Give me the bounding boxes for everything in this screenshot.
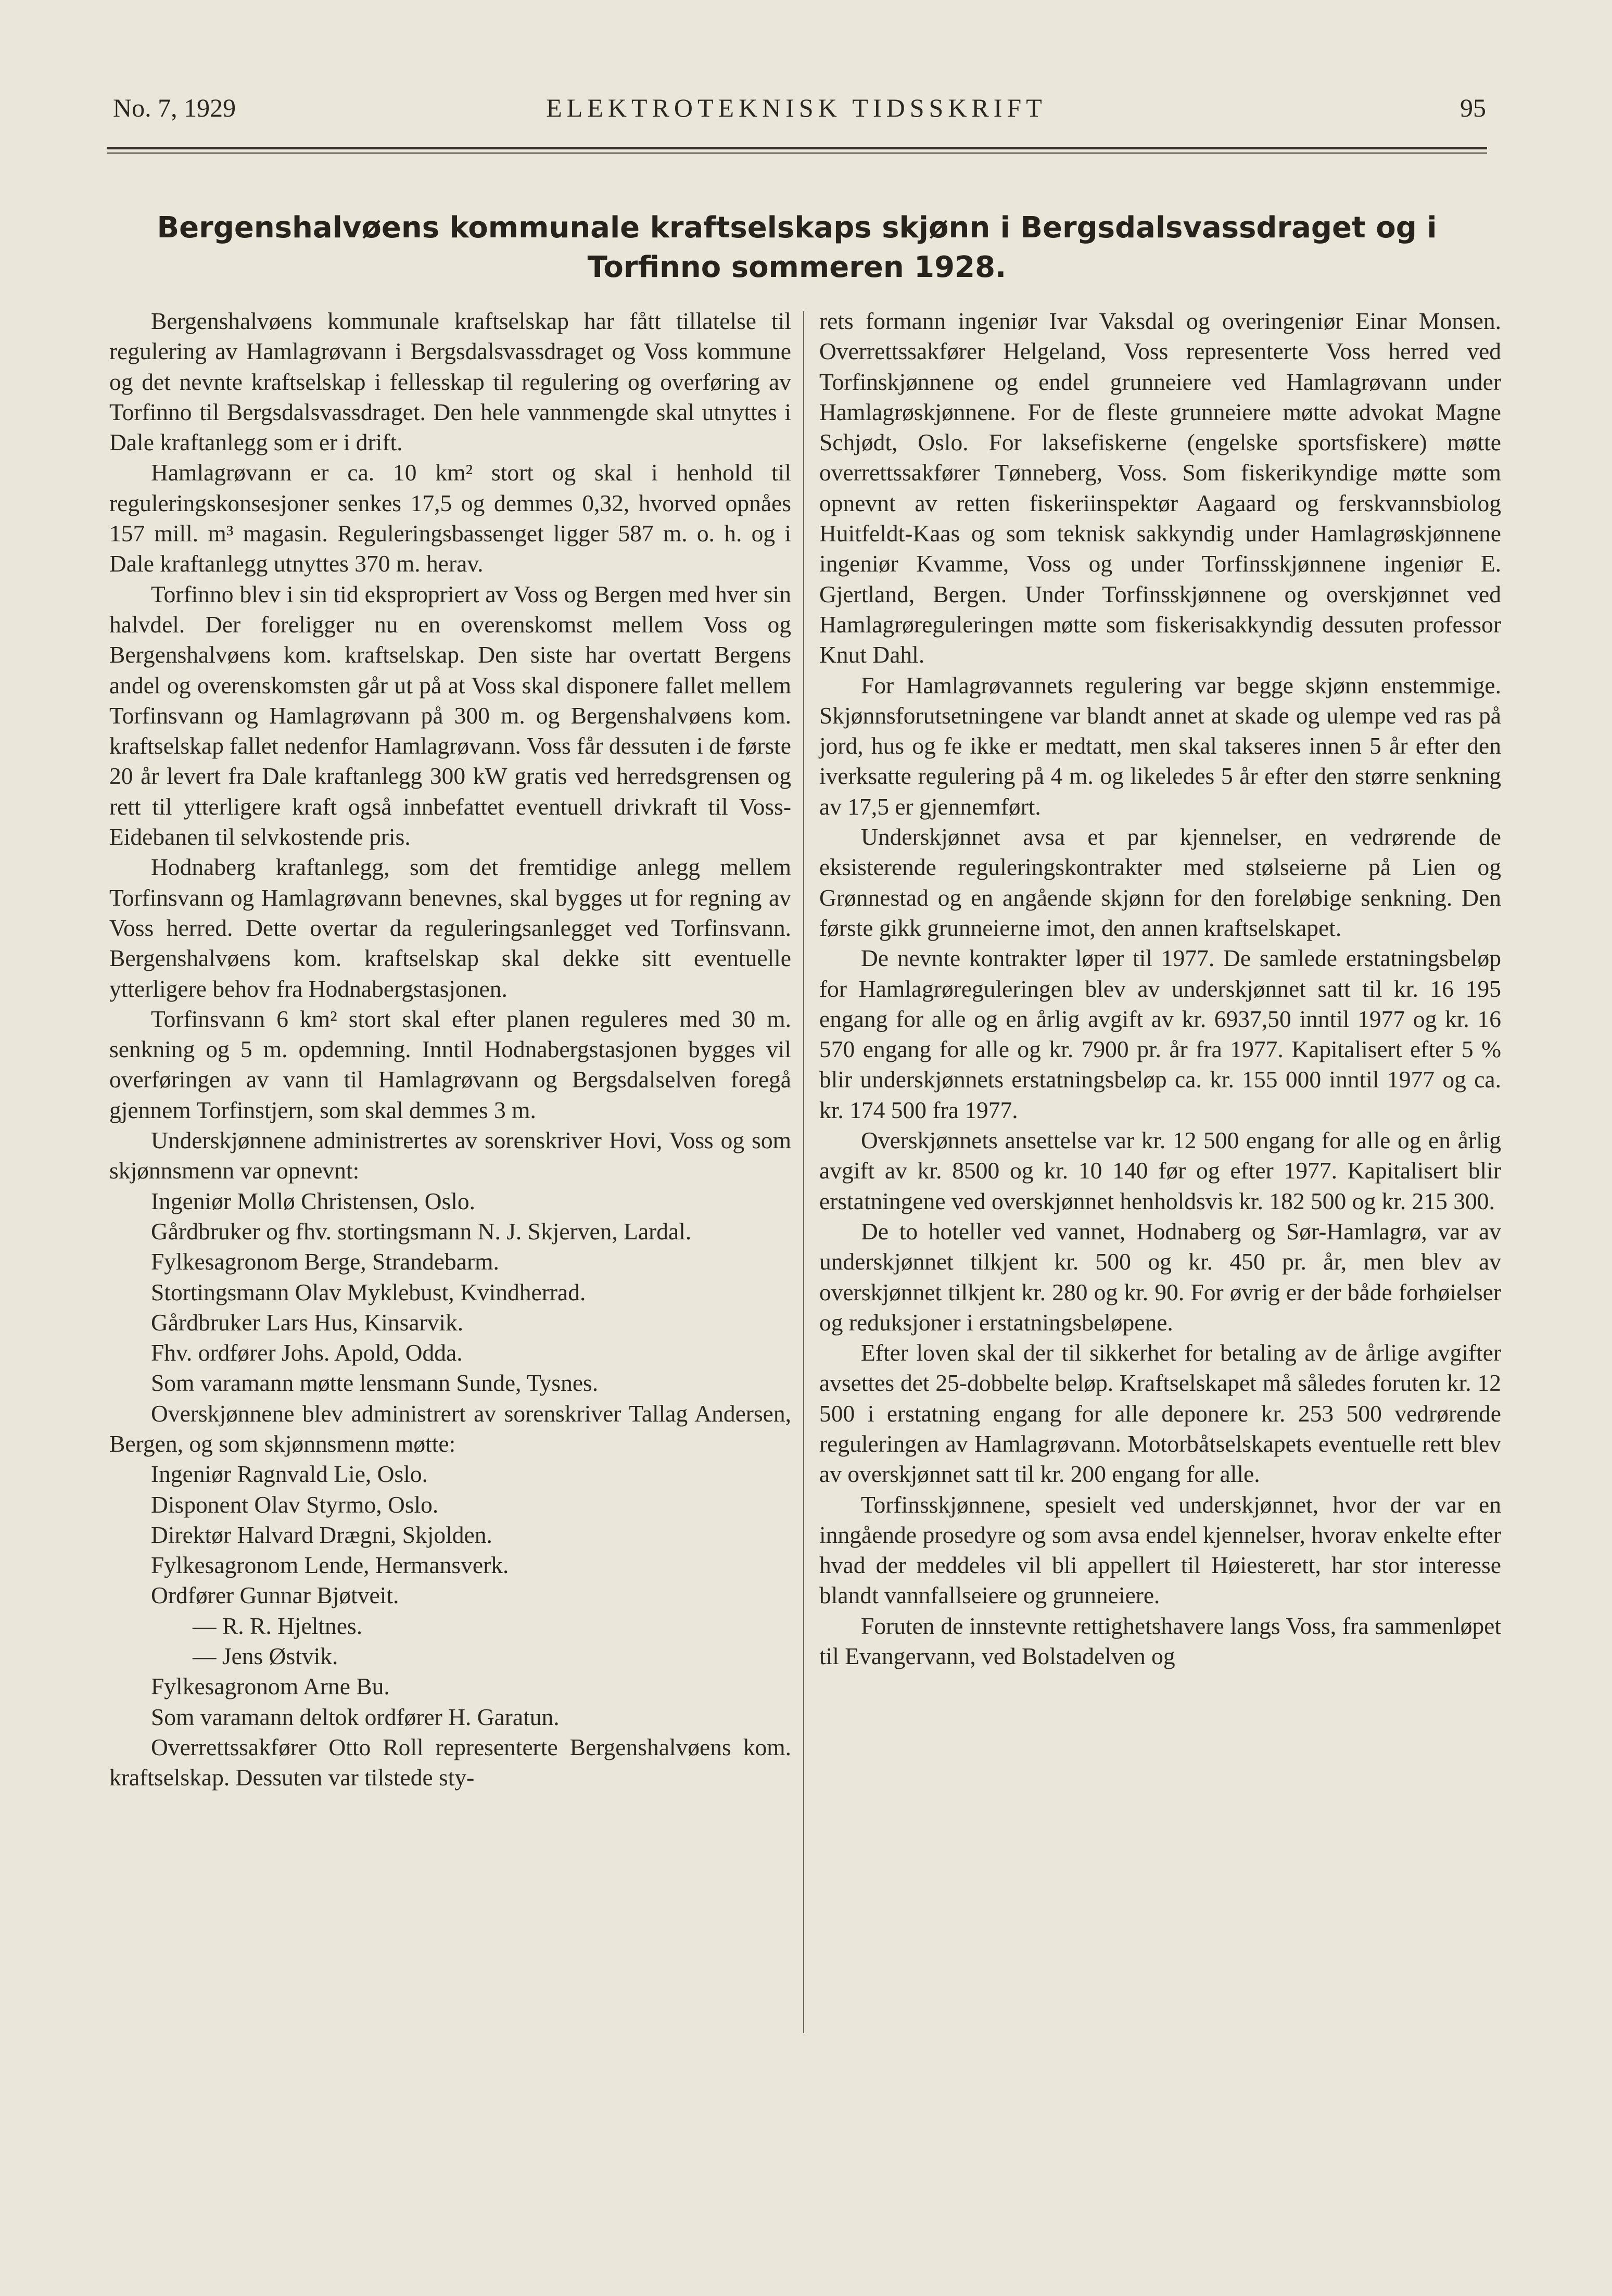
running-head [107,93,1486,129]
right-column [819,306,1501,1671]
list-item: Disponent Olav Styrmo, Oslo. [151,1491,439,1518]
header-rule-thick [107,147,1487,149]
paragraph: rets formann ingeniør Ivar Vaksdal og overingeniør Einar Monsen. Overrettssakfører Helgeland, Voss representerte Voss herred ved Torfinskjønnene og endel grunneiere ved Hamlagrøvann under Hamlagrøskjønnene. For de fleste grunneiere møtte advokat Magne Schjødt, Oslo. For laksefiskerne (engelske sportsfiskere) møtte overrettssakfører Tønneberg, Voss. Som fiskerikyndige møtte som opnevnt av retten fiskeriinspektør Aagaard og ferskvannsbiolog Huitfeldt-Kaas og som teknisk sakkyndig under Hamlagrøskjønnene ingeniør Kvamme, Voss og under Torfinsskjønnene ingeniør E. Gjertland, Bergen. Under Torfinsskjønnene og overskjønnet ved Hamlagrøreguleringen møtte som fiskerisakkyndig dessuten professor Knut Dahl. [819,308,1501,668]
list-item: Ordfører Gunnar Bjøtveit. [151,1582,399,1609]
list-item: Gårdbruker og fhv. stortingsmann N. J. Skjerven, Lardal. [151,1217,692,1245]
list-item: Som varamann deltok ordfører H. Garatun. [151,1703,560,1730]
list-item: Direktør Halvard Drægni, Skjolden. [151,1521,492,1548]
list-item: Fylkesagronom Berge, Strandebarm. [151,1248,499,1275]
list-item: Fhv. ordfører Johs. Apold, Odda. [151,1339,463,1366]
paragraph: Underskjønnene administrertes av sorenskriver Hovi, Voss og som skjønnsmenn var opnevnt: [109,1127,791,1184]
paragraph: Bergenshalvøens kommunale kraftselskap har fått tillatelse til regulering av Hamlagrøvann i Bergsdalsvassdraget og Voss kommune og det nevnte kraftselskap i fellesskap til regulering og overføring av Torfinno til Bergsdalsvassdraget. Den hele vannmengde skal utnyttes i Dale kraftanlegg som er i drift. [109,308,791,456]
list-item: Som varamann møtte lensmann Sunde, Tysnes. [151,1369,599,1397]
paragraph: Hodnaberg kraftanlegg, som det fremtidige anlegg mellem Torfinsvann og Hamlagrøvann benevnes, skal bygges ut for regning av Voss herred. Dette overtar da reguleringsanlegget ved Torfinsvann. Bergenshalvøens kom. kraftselskap skal dekke sitt eventuelle ytterligere behov fra Hodnabergstasjonen. [109,854,791,1002]
list-item: — R. R. Hjeltnes. [193,1612,363,1639]
header-rule-thin [107,153,1487,154]
page-number: 95 [1460,93,1486,122]
article-title: Bergenshalvøens kommunale kraftselskaps skjønn i Bergsdalsvassdraget og i Torfinno sommeren 1928. [157,211,1437,284]
paragraph: Torfinno blev i sin tid ekspropriert av Voss og Bergen med hver sin halvdel. Der foreligger nu en overenskomst mellem Voss og Bergenshalvøens kom. kraftselskap. Den siste har overtatt Bergens andel og overenskomsten går ut på at Voss skal disponere fallet mellem Torfinsvann og Hamlagrøvann på 300 m. og Bergenshalvøens kom. kraftselskap fallet nedenfor Hamlagrøvann. Voss får dessuten i de første 20 år levert fra Dale kraftanlegg 300 kW gratis ved herredsgrensen og rett til ytterligere kraft også innbefattet eventuell drivkraft til Voss-Eidebanen til selvkostende pris. [109,580,791,851]
paragraph: Efter loven skal der til sikkerhet for betaling av de årlige avgifter avsettes det 25-dobbelte beløp. Kraftselskapet må således foruten kr. 12 500 i erstatning engang for alle deponere kr. 253 500 vedrørende reguleringen av Hamlagrøvann. Motorbåtselskapets eventuelle rett blev av overskjønnet satt til kr. 200 engang for alle. [819,1339,1501,1488]
list-item: Gårdbruker Lars Hus, Kinsarvik. [151,1309,464,1336]
issue-number: No. 7, 1929 [113,93,236,122]
journal-title: ELEKTROTEKNISK TIDSSKRIFT [546,93,1047,122]
paragraph: Overskjønnets ansettelse var kr. 12 500 engang for alle og en årlig avgift av kr. 8500 og kr. 10 140 før og efter 1977. Kapitalisert blir erstatningene ved overskjønnet henholdsvis kr. 182 500 og kr. 215 300. [819,1127,1501,1214]
paragraph: De to hoteller ved vannet, Hodnaberg og Sør-Hamlagrø, var av underskjønnet tilkjent kr. 500 og kr. 450 pr. år, men blev av overskjønnet tilkjent kr. 280 og kr. 90. For øvrig er der både forhøielser og reduksjoner i erstatningsbeløpene. [819,1217,1501,1336]
paragraph: Foruten de innstevnte rettighetshavere langs Voss, fra sammenløpet til Evangervann, ved Bolstadelven og [819,1612,1501,1670]
list-item: Ingeniør Ragnvald Lie, Oslo. [151,1461,428,1488]
list-item: — Jens Østvik. [193,1643,338,1670]
list-item: Stortingsmann Olav Myklebust, Kvindherrad. [151,1278,586,1305]
list-item: Ingeniør Mollø Christensen, Oslo. [151,1187,476,1214]
paragraph: De nevnte kontrakter løper til 1977. De samlede erstatningsbeløp for Hamlagrøreguleringen blev av underskjønnet satt til kr. 16 195 engang for alle og en årlig avgift av kr. 6937,50 inntil 1977 og kr. 16 570 engang for alle og kr. 7900 pr. år fra 1977. Kapitalisert efter 5 % blir underskjønnets erstatningsbeløp ca. kr. 155 000 inntil 1977 og ca. kr. 174 500 fra 1977. [819,945,1501,1123]
paragraph: Overskjønnene blev administrert av sorenskriver Tallag Andersen, Bergen, og som skjønnsmenn møtte: [109,1400,791,1457]
column-divider [803,311,804,2033]
paragraph: Overrettssakfører Otto Roll representerte Bergenshalvøens kom. kraftselskap. Dessuten var tilstede sty- [109,1733,791,1791]
paragraph: Torfinsskjønnene, spesielt ved underskjønnet, hvor der var en inngående prosedyre og som avsa endel kjennelser, hvorav enkelte efter hvad der meddeles vil bli appellert til Høiesterett, har stor interesse blandt vannfallseiere og grunneiere. [819,1491,1501,1609]
paragraph: Underskjønnet avsa et par kjennelser, en vedrørende de eksisterende reguleringskontrakter med stølseierne på Lien og Grønnestad og en angående skjønn for den foreløbige senkning. Den første gikk grunneierne imot, den annen kraftselskapet. [819,823,1501,941]
paragraph: Hamlagrøvann er ca. 10 km² stort og skal i henhold til reguleringskonsesjoner senkes 17,5 og demmes 0,32, hvorved opnåes 157 mill. m³ magasin. Reguleringsbassenget ligger 587 m. o. h. og i Dale kraftanlegg utnyttes 370 m. herav. [109,459,791,577]
paragraph: For Hamlagrøvannets regulering var begge skjønn enstemmige. Skjønnsforutsetningene var blandt annet at skade og ulempe ved ras på jord, hus og fe ikke er medtatt, men skal takseres innen 5 år efter den iverksatte regulering på 4 m. og likeledes 5 år efter den større senkning av 17,5 er gjennemført. [819,671,1501,820]
paragraph: Torfinsvann 6 km² stort skal efter planen reguleres med 30 m. senkning og 5 m. opdemning. Inntil Hodnabergstasjonen bygges vil overføringen av vann til Hamlagrøvann og Bergsdalselven foregå gjennem Torfinstjern, som skal demmes 3 m. [109,1005,791,1123]
list-item: Fylkesagronom Lende, Hermansverk. [151,1552,509,1579]
list-item: Fylkesagronom Arne Bu. [151,1673,390,1700]
left-column [109,306,791,1793]
